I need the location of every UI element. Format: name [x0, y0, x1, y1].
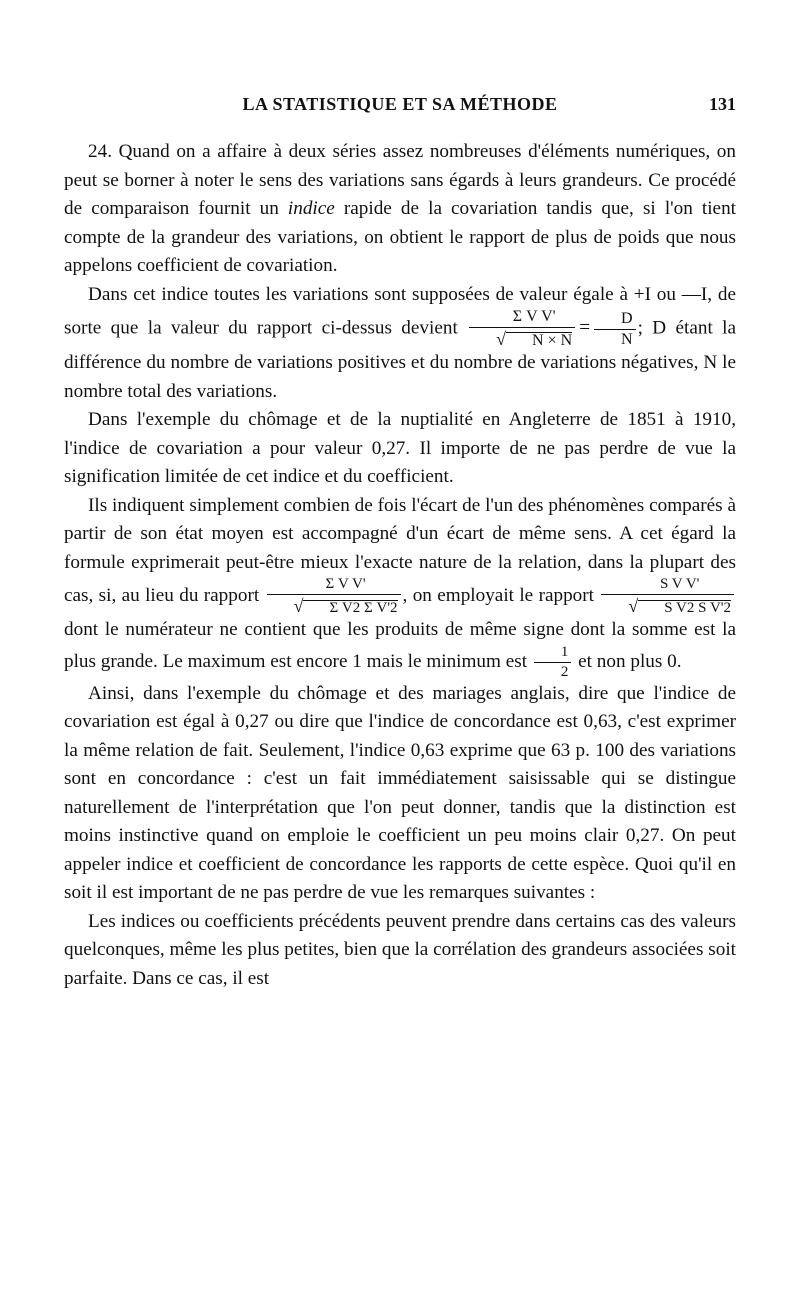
- equals-sign: =: [579, 317, 591, 339]
- fraction-numerator: S V V': [601, 577, 734, 595]
- fraction-denominator: [469, 328, 575, 349]
- fraction-denominator: [267, 595, 401, 616]
- page-body: [64, 138, 736, 993]
- paragraph-1-italic: indice: [287, 198, 335, 219]
- paragraph-4-end: dont le numérateur ne contient que les produits de même signe dont la somme est la plus grande. Le maximum est encore 1 mais le minimum est: [64, 619, 736, 672]
- paragraph-1: [64, 138, 736, 281]
- paragraph-2: [64, 281, 736, 407]
- fraction-numerator: 1: [534, 645, 572, 663]
- page-header: [64, 94, 736, 124]
- paragraph-2-start: Dans cet indice toutes les variations sont supposées de valeur égale à +I ou —I, de sorte que la valeur du rapport ci-dessus devient: [64, 283, 736, 339]
- paragraph-4-mid: , on employait le rapport: [402, 584, 600, 606]
- fraction-denominator: N: [621, 330, 633, 348]
- square-root-sign: √: [628, 596, 639, 616]
- fraction-one-half: [534, 645, 572, 680]
- fraction-d-over-n: [594, 311, 636, 348]
- paragraph-4: [64, 492, 736, 680]
- paragraph-1-end: rapide de la covariation tandis que, si l'on tient compte de la grandeur des variations, on obtient le rapport de plus de poids que nous appelons coefficient de covariation.: [64, 198, 736, 276]
- fraction-index-formula: [469, 309, 575, 349]
- paragraph-1-text: 24. Quand on a affaire à deux séries assez nombreuses d'éléments numériques, on peut se borner à noter le sens des variations sans égards à leurs grandeurs. Ce procédé de comparaison fournit un: [64, 141, 736, 219]
- fraction-denominator: 2: [560, 663, 569, 680]
- radicand: S V2 S V'2: [638, 600, 731, 616]
- fraction-covariation-ratio: [267, 577, 401, 616]
- paragraph-4-tail: et non plus 0.: [573, 650, 682, 672]
- fraction-numerator: D: [594, 311, 636, 330]
- radicand: Σ V2 Σ V'2: [303, 600, 397, 616]
- paragraph-3: Dans l'exemple du chômage et de la nuptialité en Angleterre de 1851 à 1910, l'indice de covariation a pour valeur 0,27. Il importe de ne pas perdre de vue la signification limitée de cet indice et du coefficient.: [64, 409, 736, 487]
- paragraph-5: Ainsi, dans l'exemple du chômage et des mariages anglais, dire que l'indice de covariation est égal à 0,27 ou dire que l'indice de concordance est 0,63, c'est exprimer la même relation de fait. Seulement, l'indice 0,63 exprime que 63 p. 100 des variations sont en concordance : c'est un fait immédiatement saisissable qui se distingue naturellement de l'interprétation que l'on peut donner, tandis que la distinction est moins instinctive quand on emploie le coefficient un peu moins clair 0,27. On peut appeler indice et coefficient de concordance les rapports de cette espèce. Quoi qu'il en soit il est important de ne pas perdre de vue les remarques suivantes :: [64, 682, 736, 903]
- fraction-numerator: Σ V V': [267, 577, 401, 595]
- fraction-concordance-ratio: [601, 577, 734, 616]
- paragraph-4-start: Ils indiquent simplement combien de fois l'écart de l'un des phénomènes comparés à partir de son état moyen est accompagné d'un écart de même sens. A cet égard la formule exprimerait peut-être mieux l'exacte nature de la relation, dans la plupart des cas, si, au lieu du rapport: [64, 494, 736, 606]
- fraction-denominator: [601, 595, 734, 616]
- radicand: N × N: [506, 332, 572, 349]
- running-title: LA STATISTIQUE ET SA MÉTHODE: [242, 94, 558, 114]
- paragraph-6: Les indices ou coefficients précédents peuvent prendre dans certains cas des valeurs quelconques, même les plus petites, bien que la corrélation des grandeurs associées soit parfaite. Dans ce cas, il est: [64, 910, 736, 989]
- page-number: 131: [709, 94, 736, 114]
- square-root-sign: √: [293, 596, 304, 616]
- paragraph-2-end: ; D étant la différence du nombre de variations positives et du nombre de variations négatives, N le nombre total des variations.: [64, 317, 737, 402]
- fraction-numerator: Σ V V': [469, 309, 575, 328]
- square-root-sign: √: [496, 329, 507, 349]
